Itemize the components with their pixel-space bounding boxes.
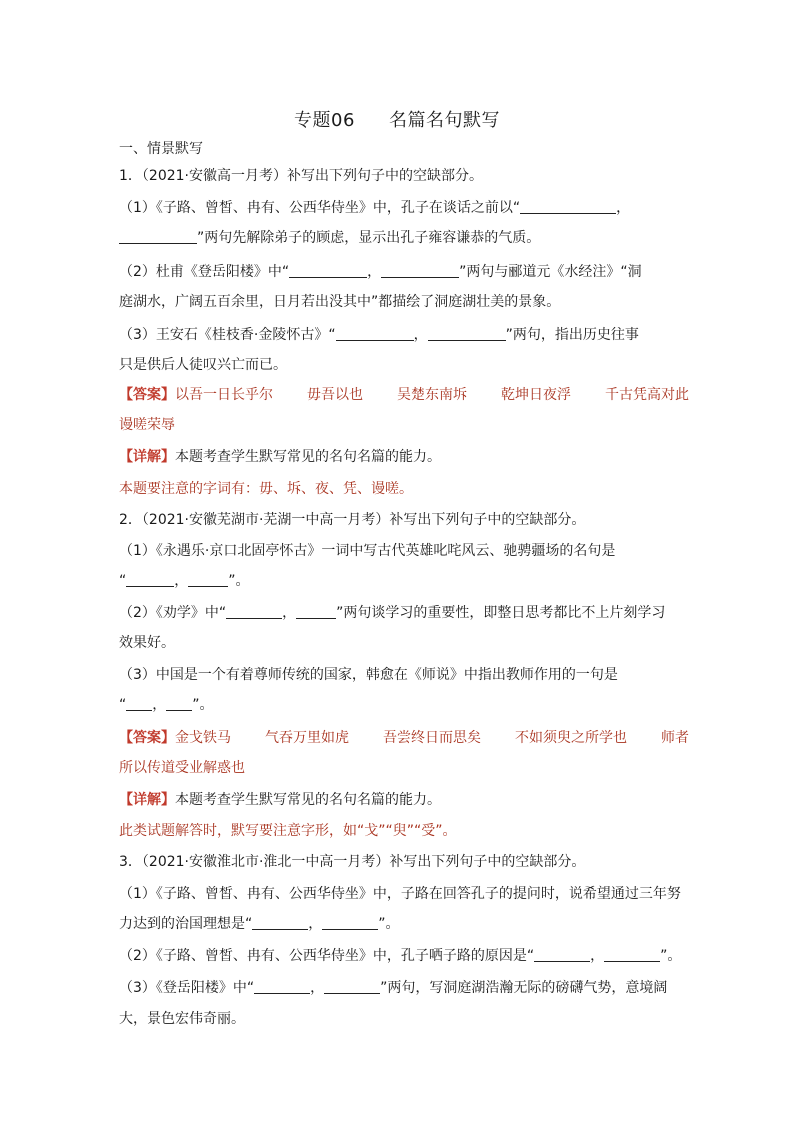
page-title [0, 106, 794, 132]
answer-blank [336, 326, 414, 341]
q2-heading: 2．（2021·安徽芜湖市·芜湖一中高一月考）补写出下列句子中的空缺部分。 [119, 512, 586, 528]
answer-blank [534, 947, 590, 962]
q3-heading: 3．（2021·安徽淮北市·淮北一中高一月考）补写出下列句子中的空缺部分。 [119, 854, 586, 870]
q1-part2-line1: （2）杜甫《登岳阳楼》中“ ， ”两句与郦道元《水经注》“洞 [119, 264, 642, 280]
q1-heading: 1．（2021·安徽高一月考）补写出下列句子中的空缺部分。 [119, 168, 483, 184]
q3-part1-line1: （1）《子路、曾皙、冉有、公西华侍坐》中，子路在回答孔子的提问时，说希望通过三年努 [119, 886, 681, 902]
answer-blank [381, 263, 459, 278]
section-heading: 一、情景默写 [119, 141, 203, 157]
detail-tag: 【详解】 [119, 792, 175, 808]
title-name: 名篇名句默写 [388, 110, 500, 131]
q3-part3-line1: （3）《登岳阳楼》中“ ， ”两句，写洞庭湖浩瀚无际的磅礴气势，意境阔 [119, 980, 668, 996]
q1-answer-cont: 谩嗟荣辱 [119, 417, 175, 433]
title-topic: 专题06 [294, 110, 355, 131]
q1-part3-line2: 只是供后人徒叹兴亡而已。 [119, 357, 287, 373]
q2-part3-line2: “ ， ”。 [119, 697, 214, 713]
answer-blank [126, 572, 174, 587]
q2-part3-line1: （3）中国是一个有着尊师传统的国家，韩愈在《师说》中指出教师作用的一句是 [119, 667, 618, 683]
q3-part2-line1: （2）《子路、曾皙、冉有、公西华侍坐》中，孔子哂子路的原因是“ ， ”。 [119, 948, 682, 964]
q3-part3-line2: 大，景色宏伟奇丽。 [119, 1011, 245, 1027]
answer-blank [166, 696, 192, 711]
q2-note: 此类试题解答时，默写要注意字形，如“戈”“臾”“受”。 [119, 823, 457, 839]
answer-blank [254, 979, 310, 994]
answer-blank [188, 572, 228, 587]
q1-detail: 【详解】本题考查学生默写常见的名句名篇的能力。 [119, 449, 441, 465]
q2-answer: 【答案】金戈铁马 气吞万里如虎 吾尝终日而思矣 不如须臾之所学也 师者 [119, 730, 689, 746]
answer-blank [296, 604, 336, 619]
answer-blank [604, 947, 660, 962]
q2-answer-cont: 所以传道受业解惑也 [119, 760, 245, 776]
q2-part2-line1: （2）《劝学》中“ ， ”两句谈学习的重要性，即整日思考都比不上片刻学习 [119, 605, 666, 621]
answer-blank [322, 915, 378, 930]
q2-part2-line2: 效果好。 [119, 635, 175, 651]
answer-tag: 【答案】 [119, 730, 175, 746]
answer-blank [428, 326, 506, 341]
q2-part1-line2: “ ， ”。 [119, 573, 250, 589]
q1-part1-line2: ”两句先解除弟子的顾虑，显示出孔子雍容谦恭的气质。 [119, 228, 679, 248]
q1-part1-line1: （1）《子路、曾皙、冉有、公西华侍坐》中，孔子在谈话之前以“ ， [119, 200, 631, 216]
q2-part1-line1: （1）《永遇乐·京口北固亭怀古》一词中写古代英雄叱咤风云、驰骋疆场的名句是 [119, 543, 616, 559]
answer-blank [226, 604, 282, 619]
q1-answer: 【答案】以吾一日长乎尔 毋吾以也 吴楚东南坼 乾坤日夜浮 千古凭高对此 [119, 387, 689, 403]
answer-blank [289, 263, 367, 278]
q3-part1-line2: 力达到的治国理想是“ ， ”。 [119, 916, 400, 932]
answer-blank [126, 696, 152, 711]
q1-note: 本题要注意的字词有：毋、坼、夜、凭、谩嗟。 [119, 481, 413, 497]
answer-blank [119, 229, 197, 244]
q2-detail: 【详解】本题考查学生默写常见的名句名篇的能力。 [119, 792, 441, 808]
answer-blank [324, 979, 380, 994]
q1-part2-line2: 庭湖水，广阔五百余里，日月若出没其中”都描绘了洞庭湖壮美的景象。 [119, 294, 561, 310]
q1-part3-line1: （3）王安石《桂枝香·金陵怀古》“ ， ”两句，指出历史往事 [119, 327, 639, 343]
detail-tag: 【详解】 [119, 449, 175, 465]
answer-blank [520, 199, 616, 214]
answer-tag: 【答案】 [119, 387, 175, 403]
answer-blank [252, 915, 308, 930]
